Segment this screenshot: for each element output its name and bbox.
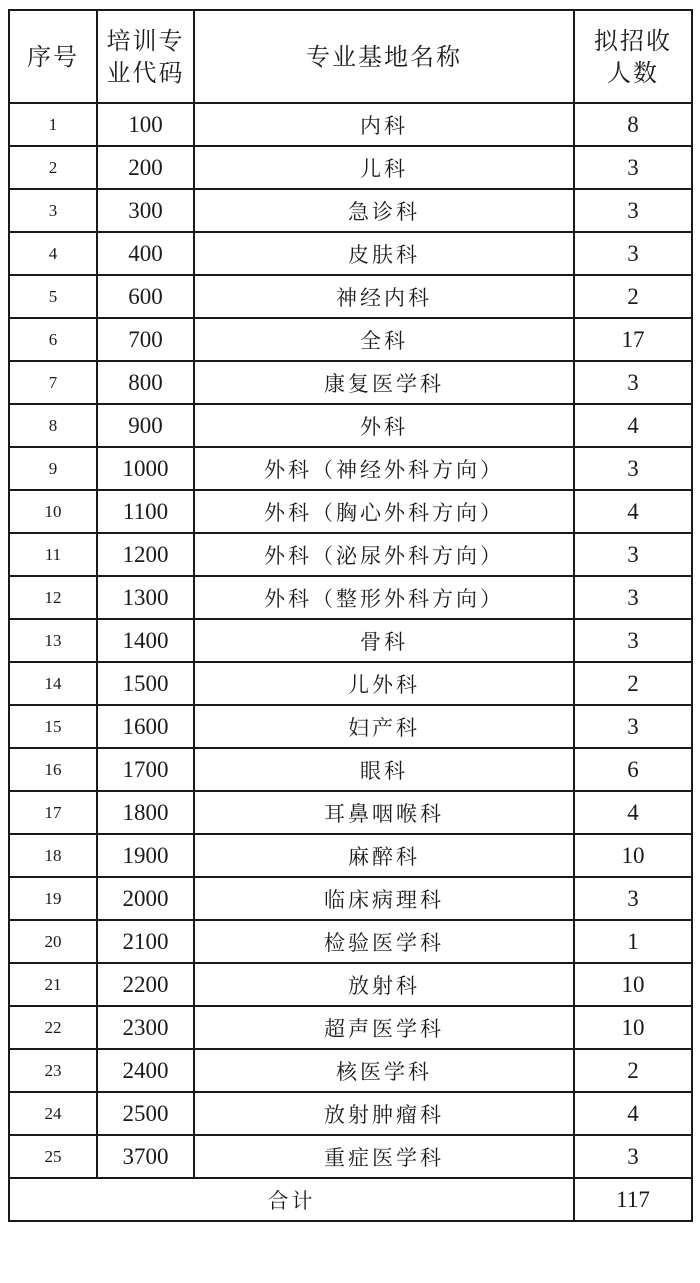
code-cell: 2200 xyxy=(97,963,194,1006)
seq-cell: 8 xyxy=(9,404,97,447)
table-row xyxy=(9,146,692,189)
code-cell: 400 xyxy=(97,232,194,275)
seq-cell: 20 xyxy=(9,920,97,963)
name-cell: 外科（泌尿外科方向） xyxy=(194,533,574,576)
enrollment-table xyxy=(8,9,693,1222)
code-cell: 700 xyxy=(97,318,194,361)
table-row xyxy=(9,576,692,619)
code-cell: 2000 xyxy=(97,877,194,920)
count-cell: 2 xyxy=(574,1049,692,1092)
name-cell: 全科 xyxy=(194,318,574,361)
code-cell: 200 xyxy=(97,146,194,189)
header-code xyxy=(97,10,194,103)
name-cell: 妇产科 xyxy=(194,705,574,748)
count-cell: 4 xyxy=(574,490,692,533)
count-cell: 3 xyxy=(574,146,692,189)
seq-cell: 18 xyxy=(9,834,97,877)
table-row xyxy=(9,1135,692,1178)
seq-cell: 19 xyxy=(9,877,97,920)
table-row xyxy=(9,361,692,404)
code-cell: 2300 xyxy=(97,1006,194,1049)
header-row xyxy=(9,10,692,103)
seq-cell: 2 xyxy=(9,146,97,189)
count-cell: 4 xyxy=(574,1092,692,1135)
header-count-line2: 人数 xyxy=(607,58,659,87)
seq-cell: 1 xyxy=(9,103,97,146)
count-cell: 3 xyxy=(574,447,692,490)
name-cell: 重症医学科 xyxy=(194,1135,574,1178)
count-cell: 10 xyxy=(574,963,692,1006)
name-cell: 放射肿瘤科 xyxy=(194,1092,574,1135)
name-cell: 检验医学科 xyxy=(194,920,574,963)
code-cell: 600 xyxy=(97,275,194,318)
count-cell: 2 xyxy=(574,662,692,705)
count-cell: 2 xyxy=(574,275,692,318)
name-cell: 骨科 xyxy=(194,619,574,662)
seq-cell: 12 xyxy=(9,576,97,619)
seq-cell: 24 xyxy=(9,1092,97,1135)
code-cell: 300 xyxy=(97,189,194,232)
header-count-line1: 拟招收 xyxy=(594,26,672,55)
count-cell: 3 xyxy=(574,877,692,920)
count-cell: 1 xyxy=(574,920,692,963)
table-row xyxy=(9,189,692,232)
count-cell: 3 xyxy=(574,619,692,662)
count-cell: 3 xyxy=(574,705,692,748)
table-row xyxy=(9,920,692,963)
name-cell: 麻醉科 xyxy=(194,834,574,877)
code-cell: 1000 xyxy=(97,447,194,490)
table-row xyxy=(9,404,692,447)
count-cell: 3 xyxy=(574,361,692,404)
seq-cell: 5 xyxy=(9,275,97,318)
table-row xyxy=(9,877,692,920)
seq-cell: 25 xyxy=(9,1135,97,1178)
seq-cell: 3 xyxy=(9,189,97,232)
total-row xyxy=(9,1178,692,1221)
table-row xyxy=(9,1092,692,1135)
header-count xyxy=(574,10,692,103)
table-row xyxy=(9,791,692,834)
count-cell: 3 xyxy=(574,533,692,576)
code-cell: 1600 xyxy=(97,705,194,748)
table-row xyxy=(9,490,692,533)
seq-cell: 11 xyxy=(9,533,97,576)
seq-cell: 23 xyxy=(9,1049,97,1092)
seq-cell: 6 xyxy=(9,318,97,361)
name-cell: 内科 xyxy=(194,103,574,146)
table-body xyxy=(9,103,692,1178)
code-cell: 1500 xyxy=(97,662,194,705)
table-row xyxy=(9,1006,692,1049)
seq-cell: 16 xyxy=(9,748,97,791)
header-name: 专业基地名称 xyxy=(194,10,574,103)
code-cell: 1300 xyxy=(97,576,194,619)
name-cell: 超声医学科 xyxy=(194,1006,574,1049)
table-row xyxy=(9,619,692,662)
count-cell: 10 xyxy=(574,834,692,877)
count-cell: 4 xyxy=(574,791,692,834)
name-cell: 儿科 xyxy=(194,146,574,189)
code-cell: 1400 xyxy=(97,619,194,662)
table-row xyxy=(9,963,692,1006)
count-cell: 8 xyxy=(574,103,692,146)
seq-cell: 10 xyxy=(9,490,97,533)
name-cell: 康复医学科 xyxy=(194,361,574,404)
seq-cell: 4 xyxy=(9,232,97,275)
seq-cell: 22 xyxy=(9,1006,97,1049)
count-cell: 3 xyxy=(574,189,692,232)
count-cell: 4 xyxy=(574,404,692,447)
code-cell: 1700 xyxy=(97,748,194,791)
name-cell: 外科（整形外科方向） xyxy=(194,576,574,619)
count-cell: 3 xyxy=(574,232,692,275)
table-row xyxy=(9,103,692,146)
code-cell: 3700 xyxy=(97,1135,194,1178)
name-cell: 外科（神经外科方向） xyxy=(194,447,574,490)
table-row xyxy=(9,748,692,791)
count-cell: 3 xyxy=(574,1135,692,1178)
seq-cell: 15 xyxy=(9,705,97,748)
name-cell: 儿外科 xyxy=(194,662,574,705)
count-cell: 3 xyxy=(574,576,692,619)
name-cell: 外科（胸心外科方向） xyxy=(194,490,574,533)
header-code-line2: 业代码 xyxy=(106,58,185,87)
code-cell: 1900 xyxy=(97,834,194,877)
table-row xyxy=(9,447,692,490)
table-row xyxy=(9,1049,692,1092)
code-cell: 2500 xyxy=(97,1092,194,1135)
header-code-line1: 培训专 xyxy=(106,26,185,55)
name-cell: 外科 xyxy=(194,404,574,447)
code-cell: 1100 xyxy=(97,490,194,533)
code-cell: 800 xyxy=(97,361,194,404)
table-row xyxy=(9,318,692,361)
table-row xyxy=(9,275,692,318)
total-count: 117 xyxy=(574,1178,692,1221)
code-cell: 100 xyxy=(97,103,194,146)
table-row xyxy=(9,662,692,705)
seq-cell: 14 xyxy=(9,662,97,705)
name-cell: 放射科 xyxy=(194,963,574,1006)
seq-cell: 17 xyxy=(9,791,97,834)
name-cell: 神经内科 xyxy=(194,275,574,318)
code-cell: 900 xyxy=(97,404,194,447)
header-seq: 序号 xyxy=(9,10,97,103)
code-cell: 2100 xyxy=(97,920,194,963)
seq-cell: 9 xyxy=(9,447,97,490)
name-cell: 临床病理科 xyxy=(194,877,574,920)
table-row xyxy=(9,533,692,576)
seq-cell: 13 xyxy=(9,619,97,662)
seq-cell: 7 xyxy=(9,361,97,404)
name-cell: 急诊科 xyxy=(194,189,574,232)
code-cell: 1200 xyxy=(97,533,194,576)
name-cell: 核医学科 xyxy=(194,1049,574,1092)
name-cell: 皮肤科 xyxy=(194,232,574,275)
name-cell: 眼科 xyxy=(194,748,574,791)
code-cell: 1800 xyxy=(97,791,194,834)
seq-cell: 21 xyxy=(9,963,97,1006)
count-cell: 10 xyxy=(574,1006,692,1049)
code-cell: 2400 xyxy=(97,1049,194,1092)
name-cell: 耳鼻咽喉科 xyxy=(194,791,574,834)
table-row xyxy=(9,834,692,877)
total-label: 合计 xyxy=(9,1178,574,1221)
count-cell: 6 xyxy=(574,748,692,791)
table-row xyxy=(9,705,692,748)
table-row xyxy=(9,232,692,275)
count-cell: 17 xyxy=(574,318,692,361)
